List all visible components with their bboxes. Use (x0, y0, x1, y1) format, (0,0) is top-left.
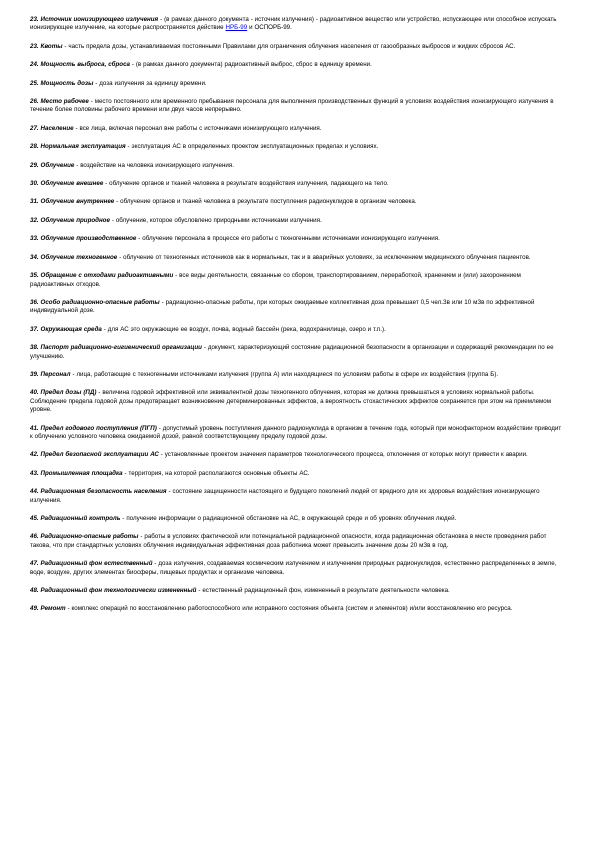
entry-number: 35. (30, 272, 39, 280)
definition-entry: 43. Промышленная площадка - территория, на которой располагаются основные объекты АС. (30, 469, 310, 477)
entry-number: 27. (30, 124, 39, 132)
entry-definition: естественный радиационный фон, измененный в результате деятельности человека. (202, 587, 450, 595)
entry-definition: (в рамках данного документа - источник излучения) - радиоактивное вещество или устройство, испускающее или способное испускать ионизирующее излучение, на которые распространяется действие (30, 16, 557, 32)
entry-number: 23. (30, 16, 39, 23)
definition-entry: 47. Радиационный фон естественный - доза излучения, создаваемая космическим излучением и излучением природных радионуклидов, естественно распределенных в земле, воде, воздухе, других элементах биосферы, пищевых продуктах и организме человека. (30, 560, 557, 576)
entry-definition: доза излучения за единицу времени. (99, 79, 207, 87)
entry-number: 47. (30, 560, 39, 568)
entry-number: 38. (30, 344, 39, 352)
entry-term: Окружающая среда (40, 325, 102, 333)
entry-term: Радиационный контроль (40, 515, 121, 522)
entry-definition: облучение от техногенных источников как в нормальных, так и в аварийных условиях, за исключением медицинского облучения пациентов. (123, 253, 531, 261)
entry-definition: комплекс операций по восстановлению работоспособного или исправного состояния объекта (систем и элементов) и/или восстановлению его ресурса. (71, 605, 513, 613)
definition-entry: 48. Радиационный фон технологически измененный - естественный радиационный фон, измененный в результате деятельности человека. (30, 587, 450, 595)
definition-entry: 34. Облучение техногенное - облучение от техногенных источников как в нормальных, так и в аварийных условиях, за исключением медицинского облучения пациентов. (30, 253, 531, 261)
entry-term: Особо радиационно-опасные работы (40, 298, 160, 306)
entry-definition: получение информации о радиационной обстановке на АС, в окружающей среде и об уровнях облучения людей. (126, 515, 457, 522)
definition-entry: 28. Нормальная эксплуатация - эксплуатация АС в определенных проектом эксплуатационных пределах и условиях. (30, 143, 379, 151)
definition-entry: 23. Источник ионизирующего излучения - (в рамках данного документа - источник излучения) - радиоактивное вещество или устройство, испускающее или способное испускать ионизирующее излучение, на которые распространяется действие НРБ-99 и ОСПОРБ-99. (30, 16, 557, 32)
entry-definition: все лица, включая персонал вне работы с источниками ионизирующего излучения. (79, 124, 322, 132)
definition-entry: 42. Предел безопасной эксплуатации АС - установленные проектом значения параметров технологического процесса, отклонения от которых могут привести к аварии. (30, 451, 528, 459)
entry-number: 23. (30, 42, 39, 50)
entry-term: Облучение производственное (40, 235, 137, 243)
entry-number: 45. (30, 515, 39, 522)
entry-definition-tail: и ОСПОРБ-99. (249, 24, 292, 32)
document-reference-link[interactable]: НРБ-99 (225, 24, 248, 32)
definition-entry: 24. Мощность выброса, сброса - (в рамках данного документа) радиоактивный выброс, сброс в единицу времени. (30, 61, 372, 69)
entry-definition: облучение органов и тканей человека в результате воздействия излучения, падающего на тело. (109, 180, 389, 188)
entry-term: Облучение внешнее (40, 180, 104, 188)
entry-number: 40. (30, 389, 39, 397)
entry-number: 44. (30, 488, 39, 496)
entry-definition: эксплуатация АС в определенных проектом эксплуатационных пределах и условиях. (131, 143, 379, 151)
entry-number: 37. (30, 325, 39, 333)
definition-entry: 30. Облучение внешнее - облучение органов и тканей человека в результате воздействия излучения, падающего на тело. (30, 180, 389, 188)
entry-number: 42. (30, 451, 39, 459)
entry-number: 28. (30, 143, 39, 151)
definition-entry: 39. Персонал - лица, работающие с техногенными источниками излучения (группа А) или находящиеся по условиям работы в сфере их воздействия (группа Б). (30, 370, 499, 378)
entry-definition: состояние защищенности настоящего и будущего поколений людей от вредного для их здоровья воздействия ионизирующего излучения. (30, 488, 540, 504)
entry-definition: установленные проектом значения параметров технологического процесса, отклонения от которых могут привести к аварии. (164, 451, 528, 459)
entry-definition: облучение, которое обусловлено природными источниками излучения. (115, 216, 322, 224)
entry-number: 43. (30, 469, 39, 477)
definition-entry: 33. Облучение производственное - облучение персонала в процессе его работы с техногенными источниками ионизирующего излучения. (30, 235, 440, 243)
entry-term: Облучение природное (40, 216, 110, 224)
entry-definition: лица, работающие с техногенными источниками излучения (группа А) или находящиеся по условиям работы в сфере их воздействия (группа Б). (76, 370, 499, 378)
entry-number: 26. (30, 98, 39, 106)
entry-term: Предел годового поступления (ПГП) (40, 424, 157, 432)
definition-entry: 36. Особо радиационно-опасные работы - радиационно-опасные работы, при которых ожидаемые коллективная доза превышает 0,5 чел.Зв или 10 мЗв по эффективной индивидуальной дозе. (30, 298, 535, 315)
definition-entry: 23. Квоты - часть предела дозы, устанавливаемая постоянными Правилами для ограничения облучения населения от газообразных выбросов и жидких сбросов АС. (30, 42, 516, 50)
entry-term: Место рабочее (40, 98, 89, 106)
entry-term: Облучение техногенное (40, 253, 118, 261)
entry-term: Радиационный фон естественный (40, 560, 153, 568)
entry-term: Персонал (40, 370, 71, 378)
definition-entry: 25. Мощность дозы - доза излучения за единицу времени. (30, 79, 207, 87)
entry-definition: воздействие на человека ионизирующего излучения. (80, 161, 234, 169)
entry-term: Радиационный фон технологически измененный (40, 587, 197, 595)
definition-entry: 38. Паспорт радиационно-гигиенический организации - документ, характеризующий состояние радиационной безопасности в организации и содержащий рекомендации по ее улучшению. (30, 344, 554, 360)
entry-term: Облучение внутреннее (40, 198, 115, 206)
entry-number: 36. (30, 298, 39, 306)
entry-term: Паспорт радиационно-гигиенический организации (40, 344, 202, 352)
entry-term: Предел безопасной эксплуатации АС (40, 451, 159, 459)
entry-definition: облучение органов и тканей человека в результате поступления радионуклидов в организм человека. (120, 198, 417, 206)
entry-number: 25. (30, 79, 39, 87)
entry-term: Население (40, 124, 74, 132)
definition-entry: 29. Облучение - воздействие на человека ионизирующего излучения. (30, 161, 234, 169)
entry-definition: все виды деятельности, связанные со сбором, транспортированием, переработкой, хранением и (или) захоронением радиоактивных отходов. (30, 272, 521, 288)
entry-term: Источник ионизирующего излучения (40, 16, 159, 23)
entry-term: Радиационная безопасность населения (40, 488, 167, 496)
entry-definition: (в рамках данного документа) радиоактивный выброс, сброс в единицу времени. (135, 61, 372, 69)
definition-entry: 26. Место рабочее - место постоянного или временного пребывания персонала для выполнения производственных функций в условиях воздействия ионизирующего излучения в течение более половины рабочего времени или двух часов непрерывно. (30, 98, 554, 114)
entry-term: Мощность дозы (40, 79, 94, 87)
definition-entry: 46. Радиационно-опасные работы - работы в условиях фактической или потенциальной радиационной опасности, когда радиационная обстановка в месте проведения работ такова, что при стандартных условиях облучения индивидуальная эффективная доза работника может превысить значение дозы 20 мЗв в год. (30, 533, 547, 549)
entry-number: 31. (30, 198, 39, 206)
entry-definition: для АС это окружающие ее воздух, почва, водный бассейн (река, водохранилище, озеро и т.п.). (107, 325, 386, 333)
entry-term: Квоты (40, 42, 63, 50)
definition-entry: 49. Ремонт - комплекс операций по восстановлению работоспособного или исправного состояния объекта (систем и элементов) и/или восстановлению его ресурса. (30, 605, 513, 613)
entry-term: Предел дозы (ПД) (40, 389, 97, 397)
entry-term: Мощность выброса, сброса (40, 61, 130, 69)
entry-definition: место постоянного или временного пребывания персонала для выполнения производственных функций в условиях воздействия ионизирующего излучения в течение более половины рабочего времени или двух часов непрерывно. (30, 98, 554, 114)
entry-term: Нормальная эксплуатация (40, 143, 126, 151)
entry-number: 33. (30, 235, 39, 243)
entry-term: Ремонт (40, 605, 66, 613)
entry-number: 39. (30, 370, 39, 378)
definition-entry: 41. Предел годового поступления (ПГП) - допустимый уровень поступления данного радионуклида в организм в течение года, который при монофакторном воздействии приводит к облучению условного человека ожидаемой дозой, равной соответствующему пределу годовой дозы. (30, 424, 562, 440)
entry-definition: территория, на которой располагаются основные объекты АС. (128, 469, 310, 477)
definition-entry: 45. Радиационный контроль - получение информации о радиационной обстановке на АС, в окружающей среде и об уровнях облучения людей. (30, 515, 457, 522)
entry-number: 29. (30, 161, 39, 169)
entry-definition: радиационно-опасные работы, при которых ожидаемые коллективная доза превышает 0,5 чел.Зв или 10 мЗв по эффективной индивидуальной дозе. (30, 298, 535, 315)
entry-definition: величина годовой эффективной или эквивалентной дозы техногенного облучения, которая не должна превышаться в условиях нормальной работы. Соблюдение предела годовой дозы предотвращает возникновение детерминированных эффектов, а вероятность стохастических эффектов сохраняется при этом на приемлемом уровне. (30, 389, 552, 414)
definition-entry: 40. Предел дозы (ПД) - величина годовой эффективной или эквивалентной дозы техногенного облучения, которая не должна превышаться в условиях нормальной работы. Соблюдение предела годовой дозы предотвращает возникновение детерминированных эффектов, а вероятность стохастических эффектов сохраняется при этом на приемлемом уровне. (30, 389, 552, 414)
entry-definition: доза излучения, создаваемая космическим излучением и излучением природных радионуклидов, естественно распределенных в земле, воде, воздухе, других элементах биосферы, пищевых продуктах и организме человека. (30, 560, 557, 576)
entry-number: 41. (30, 424, 39, 432)
entry-definition: работы в условиях фактической или потенциальной радиационной опасности, когда радиационная обстановка в месте проведения работ такова, что при стандартных условиях облучения индивидуальная эффективная доза работника может превысить значение дозы 20 мЗв в год. (30, 533, 547, 549)
definition-entry: 31. Облучение внутреннее - облучение органов и тканей человека в результате поступления радионуклидов в организм человека. (30, 198, 417, 206)
entry-number: 30. (30, 180, 39, 188)
definition-entry: 37. Окружающая среда - для АС это окружающие ее воздух, почва, водный бассейн (река, водохранилище, озеро и т.п.). (30, 325, 386, 333)
entry-definition: документ, характеризующий состояние радиационной безопасности в организации и содержащий рекомендации по ее улучшению. (30, 344, 554, 360)
entry-term: Промышленная площадка (40, 469, 123, 477)
entry-term: Облучение (40, 161, 75, 169)
definition-entry: 44. Радиационная безопасность населения - состояние защищенности настоящего и будущего поколений людей от вредного для их здоровья воздействия ионизирующего излучения. (30, 488, 540, 504)
definition-entry: 35. Обращение с отходами радиоактивными - все виды деятельности, связанные со сбором, транспортированием, переработкой, хранением и (или) захоронением радиоактивных отходов. (30, 272, 521, 288)
entry-definition: облучение персонала в процессе его работы с техногенными источниками ионизирующего излучения. (142, 235, 440, 243)
entry-definition: допустимый уровень поступления данного радионуклида в организм в течение года, который при монофакторном воздействии приводит к облучению условного человека ожидаемой дозой, равной соответствующему пределу годовой дозы. (30, 424, 562, 440)
entry-definition: часть предела дозы, устанавливаемая постоянными Правилами для ограничения облучения населения от газообразных выбросов и жидких сбросов АС. (68, 42, 516, 50)
entry-number: 46. (30, 533, 39, 541)
entry-number: 34. (30, 253, 39, 261)
entry-term: Радиационно-опасные работы (40, 533, 139, 541)
entry-number: 48. (30, 587, 39, 595)
entry-number: 32. (30, 216, 39, 224)
definition-entry: 32. Облучение природное - облучение, которое обусловлено природными источниками излучения. (30, 216, 322, 224)
definition-entry: 27. Население - все лица, включая персонал вне работы с источниками ионизирующего излучения. (30, 124, 322, 132)
entry-term: Обращение с отходами радиоактивными (40, 272, 174, 280)
entry-number: 49. (30, 605, 39, 613)
entry-number: 24. (30, 61, 39, 69)
